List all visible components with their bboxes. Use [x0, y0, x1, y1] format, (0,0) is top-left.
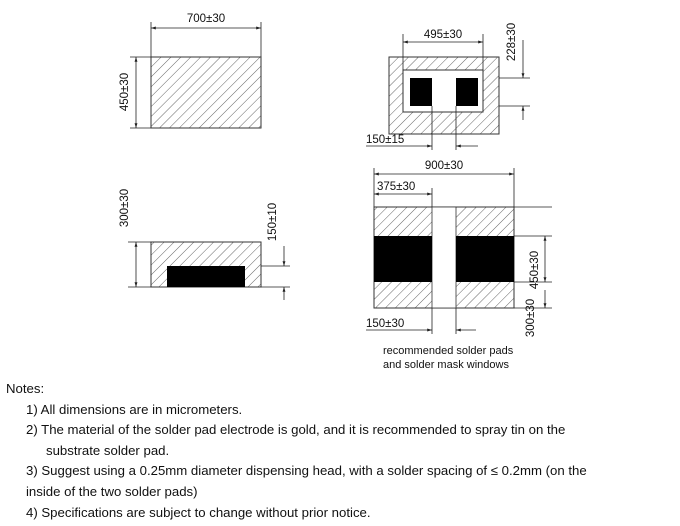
pad-span-label: 495±30	[423, 29, 463, 41]
notes-section	[6, 379, 670, 523]
pad-height-450-label: 450±30	[529, 250, 541, 290]
note-2	[6, 420, 670, 461]
chip-body	[151, 57, 261, 128]
note-2-line-1: 2) The material of the solder pad electrode is gold, and it is recommended to spray tin on the	[26, 422, 566, 438]
note-2-line-2: substrate solder pad.	[46, 442, 170, 458]
height-228-label: 228±30	[506, 22, 518, 62]
chip-bottom-view	[366, 23, 530, 150]
recommended-pad-right	[456, 236, 514, 282]
notes-title: Notes:	[6, 381, 45, 396]
center-window	[432, 207, 456, 308]
recommended-pad-layout	[366, 160, 552, 371]
solder-pad-left	[410, 78, 432, 106]
chip-height-label: 450±30	[119, 72, 131, 112]
width-900-label: 900±30	[424, 160, 464, 172]
recommended-pad-left	[374, 236, 432, 282]
caption-line-2: and solder mask windows	[383, 359, 509, 371]
chip-top-view	[119, 13, 261, 128]
chip-width-label: 700±30	[186, 13, 226, 25]
margin-300-label: 300±30	[525, 298, 537, 338]
chip-side-view	[119, 189, 290, 300]
gap-150-label: 150±15	[366, 134, 405, 146]
gap-150-30-label: 150±30	[366, 318, 405, 330]
side-pad-height-label: 150±10	[267, 202, 279, 242]
offset-375-label: 375±30	[377, 181, 416, 193]
note-3	[6, 461, 670, 502]
note-3-line-2: inside of the two solder pads)	[26, 483, 198, 499]
side-height-label: 300±30	[119, 188, 131, 228]
side-pad	[167, 266, 245, 287]
solder-pad-right	[456, 78, 478, 106]
note-4: 4) Specifications are subject to change without prior notice.	[26, 504, 371, 520]
note-1: 1) All dimensions are in micrometers.	[26, 401, 243, 417]
caption-line-1: recommended solder pads	[383, 345, 514, 357]
note-3-line-1: 3) Suggest using a 0.25mm diameter dispensing head, with a solder spacing of ≤ 0.2mm (on the	[26, 463, 587, 479]
